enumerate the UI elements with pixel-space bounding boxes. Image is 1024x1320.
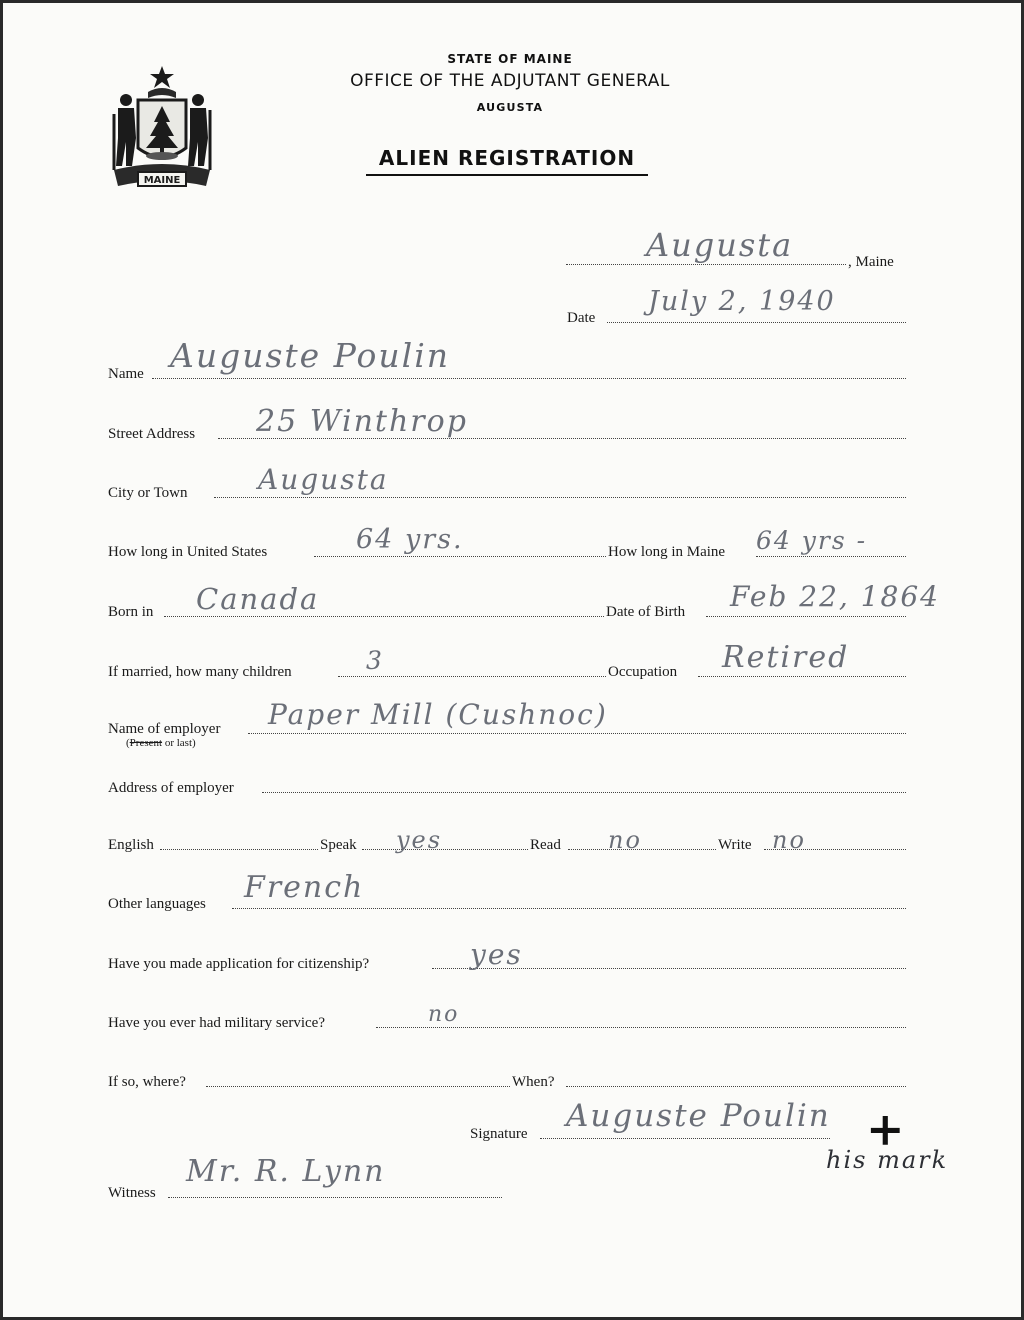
- when-line[interactable]: [566, 1086, 906, 1087]
- employer-value[interactable]: Paper Mill (Cushnoc): [268, 698, 608, 731]
- military-value[interactable]: no: [428, 1002, 460, 1027]
- occupation-label: Occupation: [608, 664, 678, 680]
- other-languages-value[interactable]: French: [244, 870, 365, 905]
- street-label: Street Address: [108, 426, 196, 442]
- header-city: AUGUSTA: [476, 101, 544, 114]
- signature-value[interactable]: Auguste Poulin: [566, 1098, 831, 1134]
- dob-line: [706, 616, 906, 617]
- read-label: Read: [530, 837, 561, 853]
- employer-address-label: Address of employer: [108, 780, 234, 796]
- speak-label: Speak: [320, 837, 357, 853]
- write-label: Write: [718, 837, 752, 853]
- signature-mark: +: [866, 1102, 905, 1156]
- speak-line: [362, 849, 528, 850]
- date-value[interactable]: July 2, 1940: [648, 286, 836, 317]
- english-label: English: [108, 837, 154, 853]
- witness-value[interactable]: Mr. R. Lynn: [186, 1154, 386, 1189]
- when-label: When?: [512, 1074, 555, 1090]
- other-languages-line: [232, 908, 906, 909]
- struck-word: Present: [129, 737, 163, 749]
- state-seal-icon: [108, 62, 216, 190]
- city-value[interactable]: Augusta: [258, 463, 389, 496]
- scan-edge: [0, 0, 3, 1320]
- employer-address-line[interactable]: [262, 792, 906, 793]
- date-line: [607, 322, 906, 323]
- born-label: Born in: [108, 604, 154, 620]
- children-value[interactable]: 3: [366, 646, 384, 675]
- born-value[interactable]: Canada: [196, 582, 320, 616]
- us-time-line: [314, 556, 606, 557]
- signature-mark-note: his mark: [826, 1146, 949, 1174]
- place-line: [566, 264, 846, 265]
- where-line[interactable]: [206, 1086, 510, 1087]
- place-value[interactable]: Augusta: [646, 226, 794, 264]
- born-line: [164, 616, 604, 617]
- place-suffix: , Maine: [848, 254, 894, 270]
- citizenship-value[interactable]: yes: [470, 938, 523, 971]
- children-label: If married, how many children: [108, 664, 292, 680]
- header-state: STATE OF MAINE: [447, 52, 573, 66]
- speak-value[interactable]: yes: [396, 826, 443, 854]
- city-label: City or Town: [108, 485, 188, 501]
- citizenship-label: Have you made application for citizenship?: [108, 956, 370, 972]
- occupation-value[interactable]: Retired: [722, 640, 850, 675]
- occupation-line: [698, 676, 906, 677]
- name-line: [152, 378, 906, 379]
- date-label: Date: [567, 310, 596, 326]
- employer-sublabel: (Present or last): [126, 737, 196, 749]
- write-value[interactable]: no: [772, 826, 806, 854]
- us-time-value[interactable]: 64 yrs.: [356, 524, 464, 555]
- dob-value[interactable]: Feb 22, 1864: [730, 580, 940, 613]
- maine-time-value[interactable]: 64 yrs -: [756, 526, 868, 555]
- employer-label: Name of employer: [108, 721, 221, 737]
- maine-time-label: How long in Maine: [608, 544, 726, 560]
- read-value[interactable]: no: [608, 826, 642, 854]
- signature-label: Signature: [470, 1126, 528, 1142]
- read-line: [568, 849, 716, 850]
- seal-text: MAINE: [143, 175, 181, 186]
- witness-label: Witness: [108, 1185, 156, 1201]
- where-label: If so, where?: [108, 1074, 186, 1090]
- name-label: Name: [108, 366, 144, 382]
- maine-time-line: [756, 556, 906, 557]
- header-office: OFFICE OF THE ADJUTANT GENERAL: [350, 71, 670, 91]
- form-title: ALIEN REGISTRATION: [366, 146, 648, 176]
- english-line: [160, 849, 318, 850]
- city-line: [214, 497, 906, 498]
- witness-line: [168, 1197, 502, 1198]
- street-value[interactable]: 25 Winthrop: [256, 404, 468, 439]
- children-line: [338, 676, 606, 677]
- signature-line: [540, 1138, 830, 1139]
- military-line: [376, 1027, 906, 1028]
- employer-line: [248, 733, 906, 734]
- us-time-label: How long in United States: [108, 544, 268, 560]
- dob-label: Date of Birth: [606, 604, 686, 620]
- other-languages-label: Other languages: [108, 896, 206, 912]
- scan-edge: [0, 0, 1024, 3]
- military-label: Have you ever had military service?: [108, 1015, 325, 1031]
- name-value[interactable]: Auguste Poulin: [170, 336, 451, 375]
